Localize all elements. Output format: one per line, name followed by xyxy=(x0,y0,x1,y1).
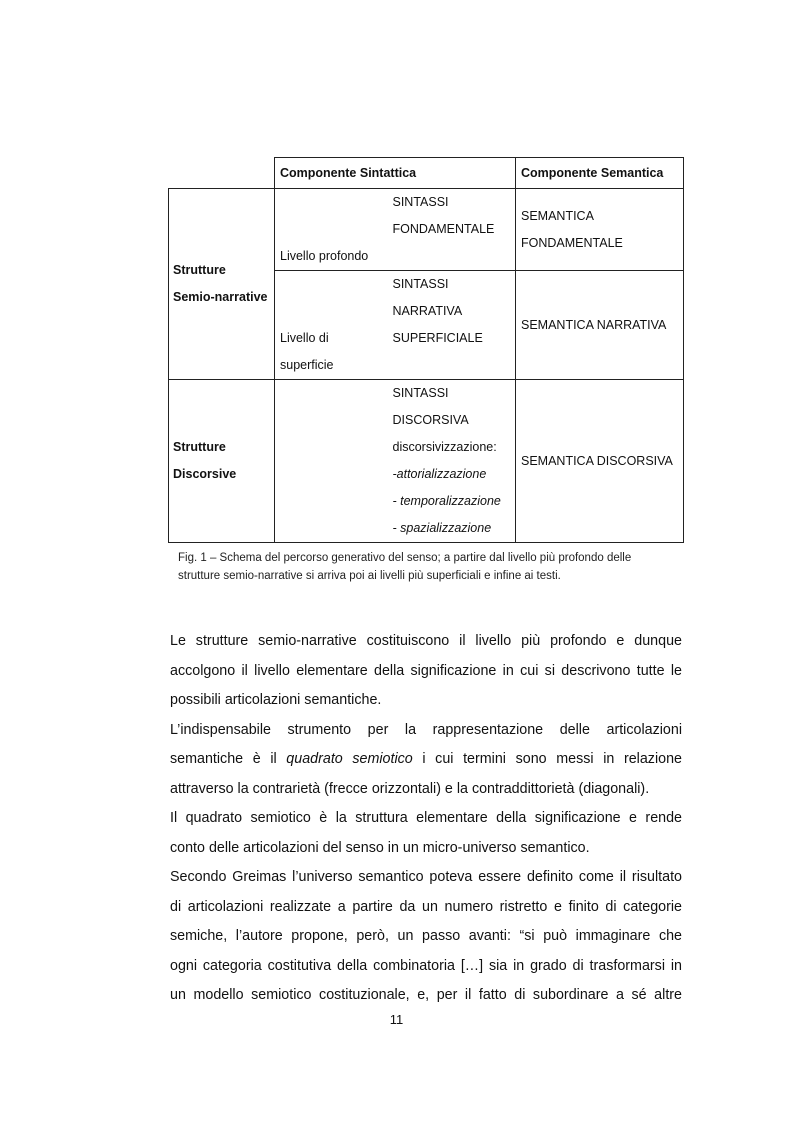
semantics-line: SEMANTICA NARRATIVA xyxy=(521,317,667,332)
row-header-line: Discorsive xyxy=(173,467,237,481)
syntax-italic-line: -attorializzazione xyxy=(392,467,487,481)
level-label: Livello di xyxy=(280,331,329,345)
header-semantic-component: Componente Semantica xyxy=(516,158,684,189)
syntax-narrative xyxy=(390,271,516,380)
syntax-line: SINTASSI xyxy=(392,277,449,291)
syntax-fundamental xyxy=(390,189,516,271)
level-surface xyxy=(275,271,390,380)
row-header-semio-narrative xyxy=(169,189,275,380)
syntax-line: DISCORSIVA xyxy=(392,413,469,427)
syntax-italic-line: - spazializzazione xyxy=(392,521,492,535)
text-line: Secondo Greimas l’universo semantico poteva essere definito come il risultato xyxy=(170,869,682,885)
level-label: superficie xyxy=(280,358,334,372)
text-line: ogni categoria costitutiva della combinatoria […] sia in grado di trasformarsi in xyxy=(170,957,682,974)
caption-line: strutture semio-narrative si arriva poi ai livelli più superficiali e infine ai testi. xyxy=(178,570,561,582)
syntax-line: SUPERFICIALE xyxy=(392,331,483,345)
syntax-line: discorsivizzazione: xyxy=(392,440,497,454)
text-line: accolgono il livello elementare della significazione in cui si descrivono tutte le xyxy=(170,662,682,679)
syntax-line: FONDAMENTALE xyxy=(392,222,495,236)
table-corner xyxy=(169,158,275,189)
level-discursive-empty xyxy=(275,380,390,543)
text-line: semiche, l’autore propone, però, un passo avanti: “si può immaginare che xyxy=(170,928,682,944)
generative-path-table xyxy=(168,157,684,543)
text-line: Le strutture semio-narrative costituiscono il livello più profondo e dunque xyxy=(170,633,682,649)
row-header-line: Semio-narrative xyxy=(173,290,268,304)
text-line: di articolazioni realizzate a partire da un numero ristretto e finito di categorie xyxy=(170,898,682,915)
semantics-line: SEMANTICA xyxy=(521,208,594,223)
syntax-line: NARRATIVA xyxy=(392,304,463,318)
semantics-narrative xyxy=(516,271,684,380)
syntax-line: SINTASSI xyxy=(392,195,449,209)
text-line-with-emphasis xyxy=(170,745,682,775)
row-header-line: Strutture xyxy=(173,263,226,277)
semantics-discursive xyxy=(516,380,684,543)
syntax-discursive xyxy=(390,380,516,543)
semantics-fundamental xyxy=(516,189,684,271)
syntax-line: SINTASSI xyxy=(392,386,449,400)
row-header-line: Strutture xyxy=(173,440,226,454)
row-header-discursive xyxy=(169,380,275,543)
text-fragment: i cui termini sono messi in relazione xyxy=(412,751,682,767)
semantics-line: FONDAMENTALE xyxy=(521,235,623,250)
body-text xyxy=(170,627,682,1011)
semantics-line: SEMANTICA DISCORSIVA xyxy=(521,453,673,468)
level-label: Livello profondo xyxy=(280,249,369,263)
text-line: attraverso la contrarietà (frecce orizzontali) e la contraddittorietà (diagonali). xyxy=(170,780,650,797)
page-number: 11 xyxy=(389,1012,404,1027)
header-syntactic-component: Componente Sintattica xyxy=(275,158,516,189)
level-deep xyxy=(275,189,390,271)
text-line: conto delle articolazioni del senso in un micro-universo semantico. xyxy=(170,839,590,856)
figure-caption xyxy=(178,549,684,585)
text-fragment: semantiche è il xyxy=(170,751,287,767)
caption-line: Fig. 1 – Schema del percorso generativo del senso; a partire dal livello più profondo delle xyxy=(178,552,632,564)
text-line: possibili articolazioni semantiche. xyxy=(170,692,382,708)
text-line: L’indispensabile strumento per la rappresentazione delle articolazioni xyxy=(170,721,682,738)
text-line: un modello semiotico costituzionale, e, per il fatto di subordinare a sé altre xyxy=(170,987,682,1003)
text-line: Il quadrato semiotico è la struttura elementare della significazione e rende xyxy=(170,810,682,826)
syntax-italic-line: - temporalizzazione xyxy=(392,494,501,508)
emphasis-quadrato-semiotico: quadrato semiotico xyxy=(286,751,413,767)
